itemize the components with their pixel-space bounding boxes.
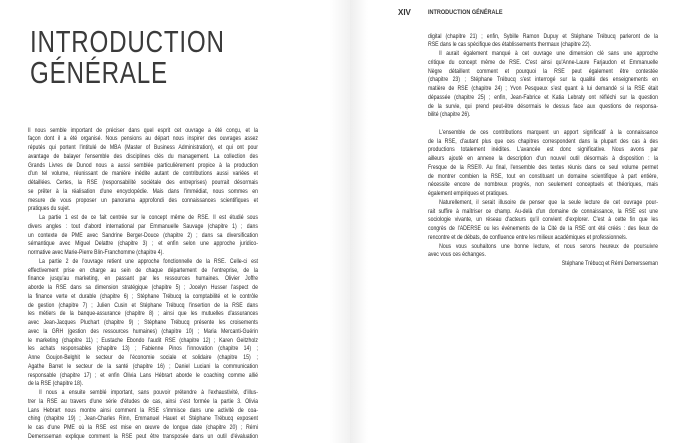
text-line: aborde la RSE dans sa dimension stratégique (chapitre 5) ; Jocelyn Husser l'aspect de [28,284,258,291]
page-number: XIV [398,8,411,17]
text-line: de gestion (chapitre 7) ; Julien Cusin et Stéphane Trébucq l'insertion de la RSE dans [28,301,258,309]
text-line: RSE dans le cas spécifique des établissements thermaux (chapitre 22). [428,41,592,49]
text-line: digital (chapitre 21) ; enfin, Sybille Ramon Dupuy et Stéphane Trébucq parleront de la [428,32,658,40]
running-head: INTRODUCTION GÉNÉRALE [428,9,503,16]
text-line: se prêter à la réalisation d'une encyclopédie. Mais dans l'immédiat, nous sommes en [28,187,258,195]
chapter-title [30,26,225,88]
text-line: nécessite encore de nombreux progrès, non seulement conceptuels et théoriques, mais [428,181,658,189]
text-line: effectivement prise en charge au sein de chaque département de l'entreprise, de la [28,266,258,274]
text-line: La partie 2 de l'ouvrage retient une approche fonctionnelle de la RSE. Celle-ci est [39,257,258,265]
text-line: responsable (chapitre 17) ; et enfin Olivia Lans Hébrart aborde le coaching comme allié [28,371,258,379]
paragraph [28,258,258,389]
text-line: bilité (chapitre 26). [428,111,471,119]
text-line: de la RSE, d'autant plus que ces chapitres correspondent dans la plupart des cas à des [428,137,658,145]
text-line: de la survie, qui prend peut-être désormais le dessus face aux questions de responsa- [428,102,658,110]
left-body-text [28,127,258,442]
text-line: finance jusqu'au marketing, en passant par les ressources humaines. Olivier Joffre [28,275,258,283]
text-line: avec Jean-Jacques Pluchart (chapitre 9) ; Stéphane Trébucq présente les croisements [28,319,258,326]
text-line: d'un tel volume, réunissant de manière inédite autant de contributions aussi variées et [28,170,258,178]
text-line: Il aurait également manqué à cet ouvrage une dimension clé sans une approche [439,50,658,57]
text-line: le marketing (chapitre 11) ; Eustache Ebondo l'audit RSE (chapitre 12) ; Karen Geitzholz [28,336,258,344]
text-line: Agathe Barret le secteur de la santé (chapitre 16) ; Daniel Luciani la communication [28,362,258,370]
text-line: un contexte de PME avec Sandrine Berger-Douce (chapitre 2) ; dans sa diversification [28,231,258,239]
paragraph [428,33,658,51]
text-line: ailleurs ajouté en annexe la description d'un nouvel outil désormais à disposition : la [428,155,658,162]
text-line: avec vous ces échanges. [428,251,486,259]
text-line: normative avec Marie-Pierre Blin-Franchomme (chapitre 4). [28,249,164,256]
text-line: congrès de l'ADERSE ou les événements de la Cité de la RSE ont été créés : des lieux de [428,225,658,232]
text-line: sociologie vivante, un réseau d'acteurs qu'il convient d'explorer. C'est à cette fin que les [428,216,658,224]
paragraph [28,389,258,442]
paragraph-gap [428,120,658,129]
text-line: détaillées. Certes, la RSE (responsabilité sociétale des entreprises) pourrait désormais [28,179,258,186]
text-line: les métiers de la banque-assurance (chapitre 8) ; ainsi que les mutuelles d'assurances [28,310,258,318]
text-line: Demersseman explique comment la RSE peut être transposée dans un outil d'évaluation [28,432,258,440]
text-line: de montrer combien la RSE, tout en constituant un domaine scientifique à part entière, [428,172,658,180]
text-line: Fresque de la RSE®. Au final, l'ensemble des textes réunis dans ce seul volume permet [428,163,658,171]
author-signature: Stéphane Trébucq et Rémi Demersseman [561,260,658,267]
text-line: divers angles : tout d'abord international par Emmanuelle Sauvage (chapitre 1) ; dans [28,222,258,230]
text-line: mesure de vous proposer un panorama approfondi des connaissances scientifiques et [28,196,258,204]
text-line: de la RSE (chapitre 18). [28,380,84,388]
text-line: matière de RSE (chapitre 24) ; Yvon Pesqueux s'est quant à lui demandé si la RSE était [428,85,658,92]
text-line: critique du concept même de RSE. C'est ainsi qu'Anne-Laure Farjaudon et Emmanuelle [428,58,658,66]
text-line: La partie 1 est de ce fait centrée sur le concept même de RSE. Il est étudié sous [39,214,258,221]
text-line: réputés qui portent l'intitulé de MBA (Master of Business Administration), et qui ont pour [28,144,258,151]
text-line: trer la RSE au travers d'une série d'études de cas, ainsi s'est formée la partie 3. Olivia [28,397,258,405]
text-line: dépassée (chapitre 25) ; enfin, Jean-Fabrice et Katia Lebraty ont réfléchi sur la question [428,93,658,101]
text-line: Naturellement, il serait illusoire de penser que la seule lecture de cet ouvrage pour- [439,198,658,206]
paragraph [28,214,258,258]
paragraph [428,199,658,243]
text-line: productions totalement inédites. L'avancée est donc significative. Nous avons par [428,146,658,154]
text-line: rencontre et de débats, de confluence entre les milieux académiques et professionnels. [428,233,628,241]
paragraph [428,129,658,199]
text-line: Nous vous souhaitons une bonne lecture, et nous serons heureux de poursuivre [439,242,658,250]
chapter-title-line-1: INTRODUCTION [30,24,225,59]
chapter-title-line-2: GÉNÉRALE [30,55,168,90]
paragraph [428,50,658,120]
text-line: Nègre détaillent comment et pourquoi la RSE peut également être contestée [428,67,658,75]
text-line: également empiriques et pratiques. [428,190,509,197]
text-line: le cas d'une PME où la RSE est mise en œuvre de longue date (chapitre 20) ; Rémi [28,424,258,431]
text-line: avantage de balayer l'ensemble des disciplines clés du management. La collection des [28,152,258,160]
paragraph [428,243,658,261]
paragraph [28,127,258,215]
text-line: façon dont il a été organisé. Nous pensions au départ nous inspirer des ouvrages assez [28,135,258,143]
text-line: ching (chapitre 19) ; Jean-Charles Rinn, Emmanuel Hauet et Stéphane Trébucq exposent [28,415,258,423]
text-line: L'ensemble de ces contributions marquent un apport significatif à la connaissance [439,128,658,136]
text-line: pratiques du sujet. [28,205,71,213]
text-line: rait suffire à maîtriser ce champ. Au-delà d'un domaine de connaissance, la RSE est une [428,207,658,215]
text-line: avec la GRH (gestion des ressources humaines) (chapitre 10) ; Maria Mercanti-Guérin [28,327,258,335]
text-line: Lans Hebrart nous montre ainsi comment la RSE s'immisce dans une activité de coa- [28,406,258,414]
right-body-text [428,33,658,269]
right-page [350,0,700,443]
text-line: Anne Goujon-Belghit le secteur de l'économie sociale et solidaire (chapitre 15) ; [28,354,258,361]
text-line: les achats responsables (chapitre 13) ; Fabienne Pinos l'innovation (chapitre 14) ; [28,345,258,353]
text-line: Il nous semble important de préciser dans quel esprit cet ouvrage a été conçu, et la [28,126,258,134]
text-line: la finance verte et durable (chapitre 6) ; Stéphane Trébucq la comptabilité et le contrôle [28,292,258,300]
text-line: (chapitre 23) ; Stéphane Trébucq s'est interrogé sur la qualité des enseignements en [428,76,658,84]
text-line: sémantique avec Miguel Delattre (chapitre 3) ; et enfin selon une approche juridico- [28,240,258,248]
text-line: Grands Livres de Dunod nous a aussi semblée particulièrement propice à la production [28,161,258,169]
text-line: Il nous a ensuite semblé important, sans pouvoir prétendre à l'exhaustivité, d'illus- [39,389,258,396]
